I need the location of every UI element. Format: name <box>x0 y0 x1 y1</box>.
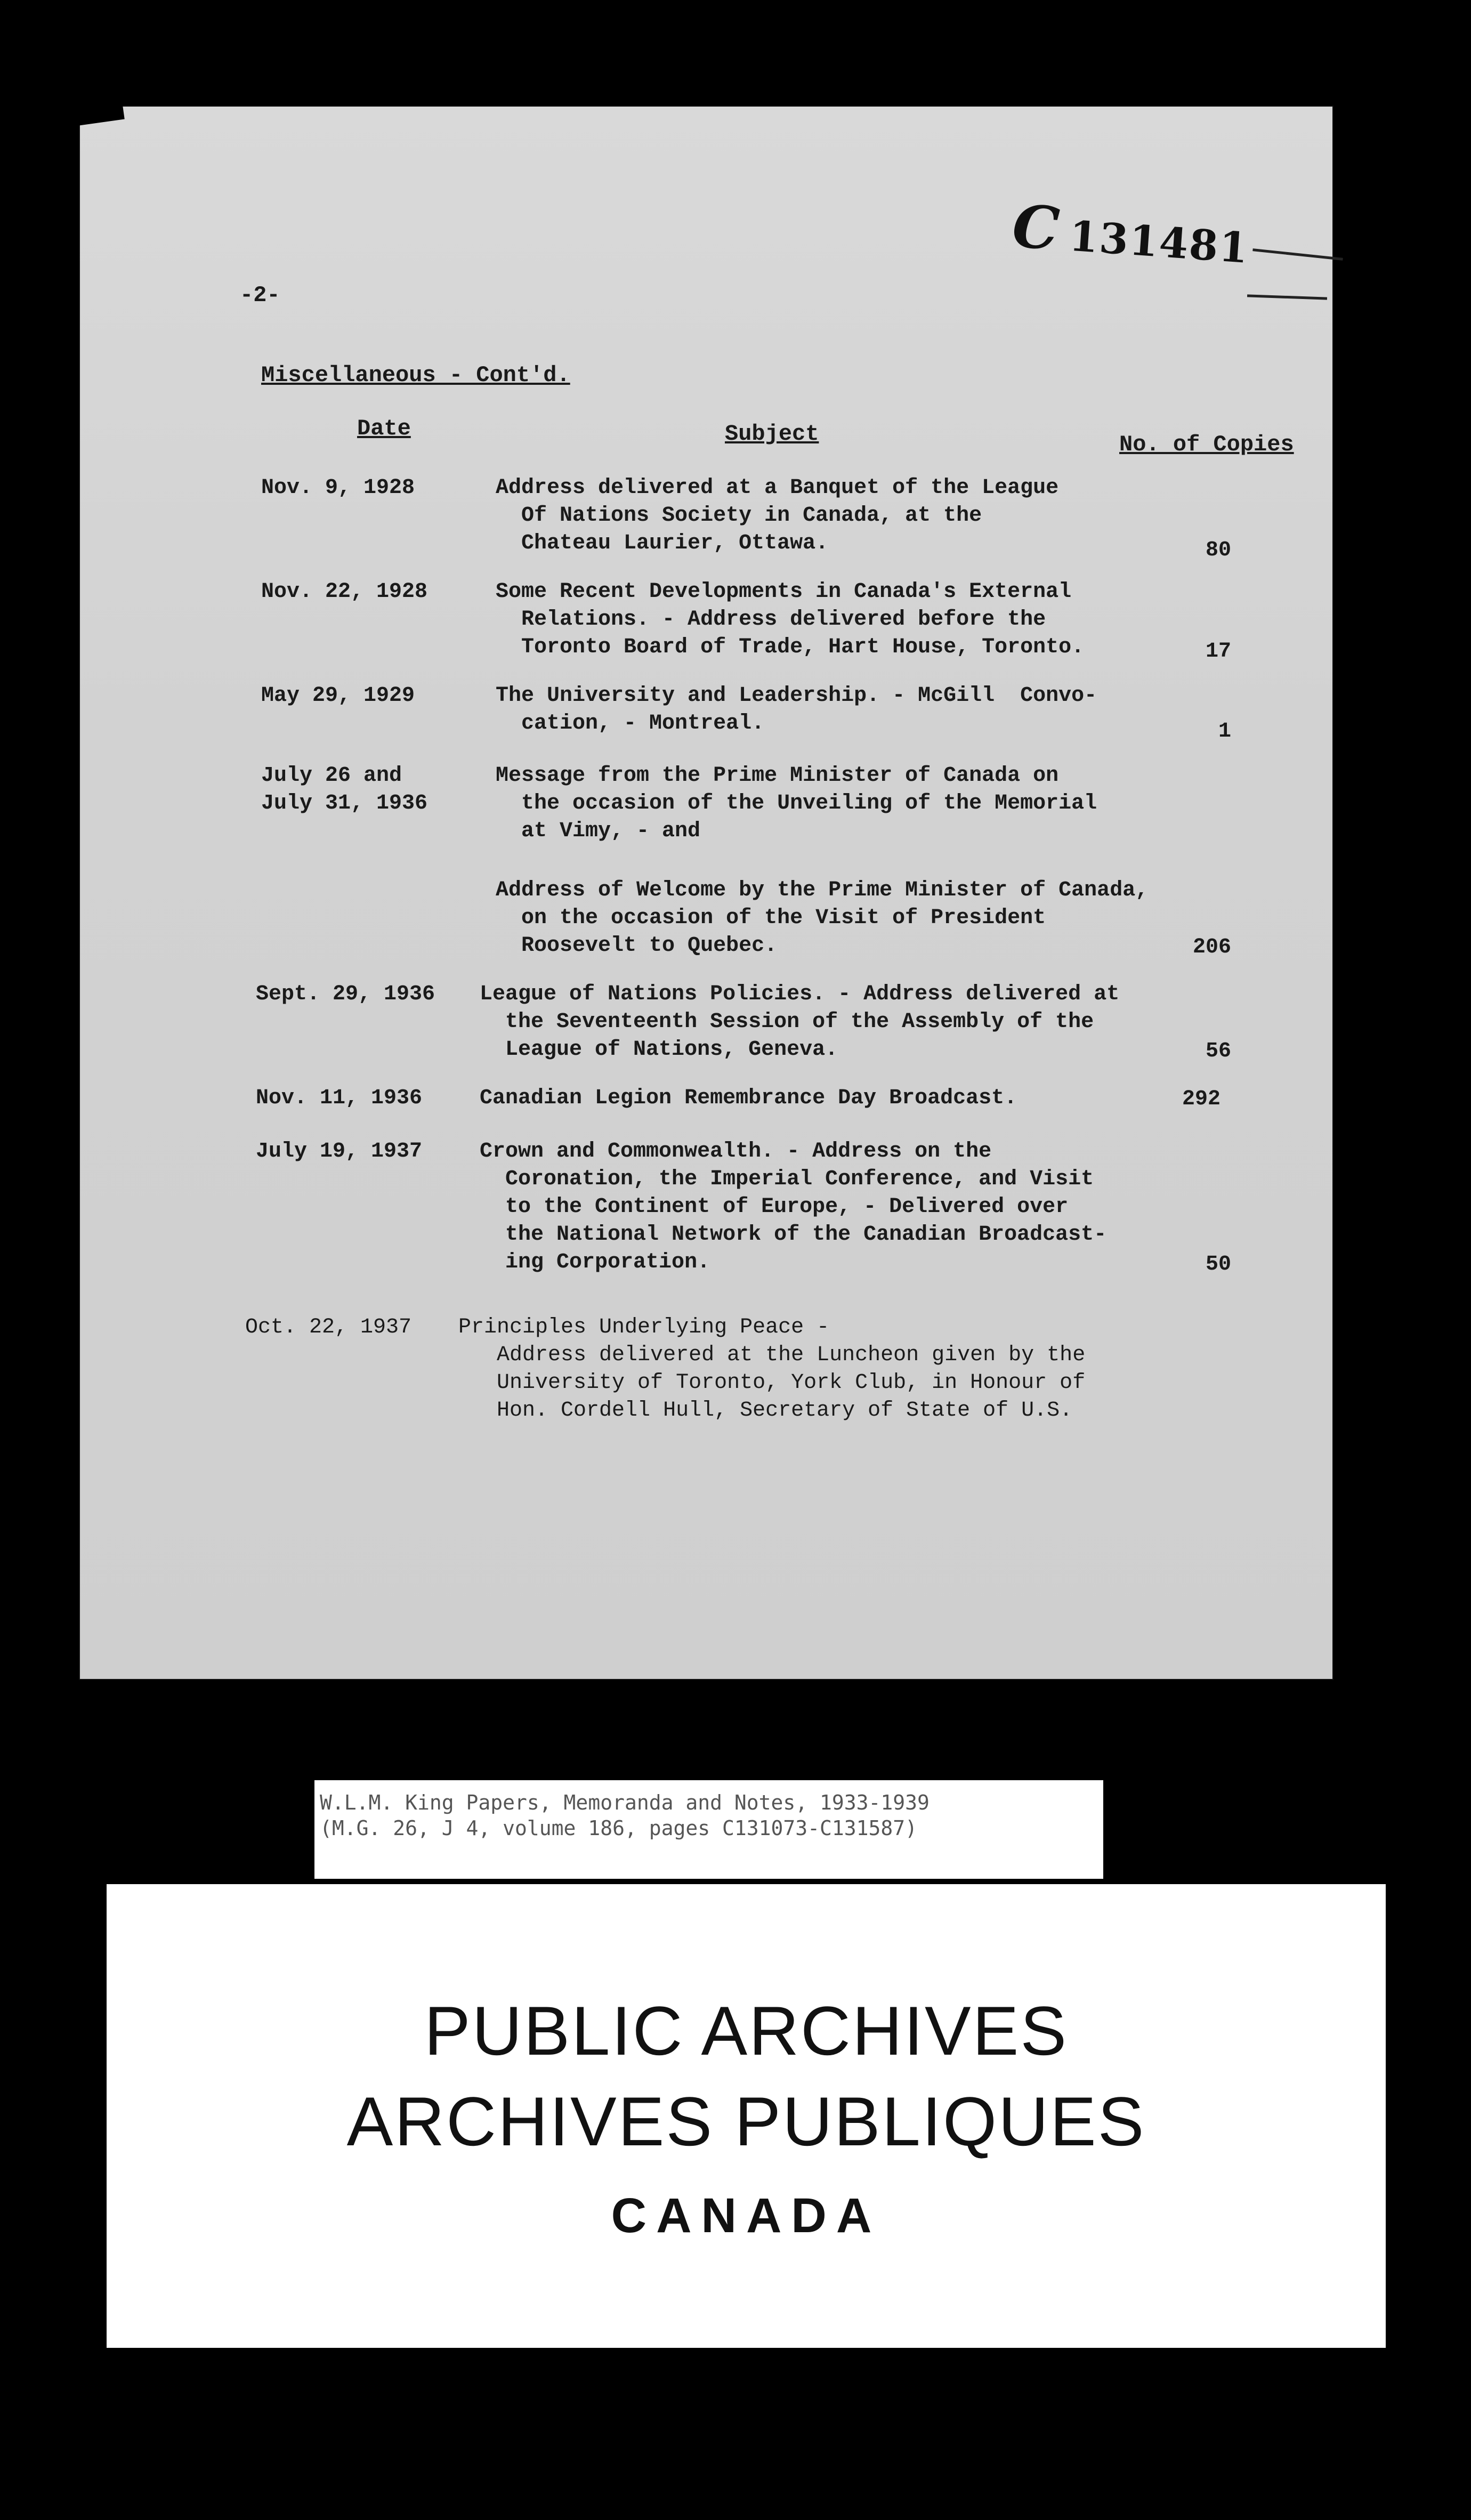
entry-subject: Message from the Prime Minister of Canada on the occasion of the Unveiling of the Memorial at Vimy, - and <box>496 764 1097 843</box>
entry-subject: Principles Underlying Peace - Address delivered at the Luncheon given by the University of Toronto, York Club, in Honour of Hon. Cordell Hull, Secretary of State of U.S. <box>458 1315 1086 1423</box>
entry-subject: League of Nations Policies. - Address delivered at the Seventeenth Session of the Assembly of the League of Nations, Geneva. <box>480 982 1120 1062</box>
entry-copies: 1 <box>1218 720 1231 744</box>
entry-subject: Address of Welcome by the Prime Minister of Canada, on the occasion of the Visit of President Roosevelt to Quebec. <box>496 878 1149 958</box>
entry-copies: 56 <box>1205 1039 1231 1063</box>
entry-copies: 206 <box>1192 935 1231 959</box>
column-header-subject: Subject <box>725 421 819 447</box>
entry-copies: 50 <box>1205 1253 1231 1277</box>
column-header-copies: No. of Copies <box>1119 432 1294 457</box>
entry-date: Oct. 22, 1937 <box>245 1315 412 1339</box>
bibliographic-label <box>314 1780 1103 1879</box>
stamp-letter: C <box>1010 191 1063 264</box>
archive-stamp <box>1011 191 1334 272</box>
entry-date: July 19, 1937 <box>256 1140 423 1164</box>
entry-copies: 80 <box>1205 538 1231 562</box>
entry-copies: 292 <box>1182 1087 1221 1111</box>
entry-date: Sept. 29, 1936 <box>256 982 435 1006</box>
entry-subject: Crown and Commonwealth. - Address on the Coronation, the Imperial Conference, and Visit to the Continent of Europe, - Delivered over the National Network of the Canadian Broadcast- ing Corporation. <box>480 1140 1107 1274</box>
archives-title-english: PUBLIC ARCHIVES <box>424 1992 1069 2070</box>
entry-date: May 29, 1929 <box>261 684 415 708</box>
entry-date: Nov. 22, 1928 <box>261 580 428 604</box>
entry-date: July 26 and July 31, 1936 <box>261 764 428 815</box>
entry-subject: Address delivered at a Banquet of the League Of Nations Society in Canada, at the Chateau Laurier, Ottawa. <box>496 476 1059 555</box>
stamp-number: 131481 <box>1068 212 1251 273</box>
entry-subject: Canadian Legion Remembrance Day Broadcast. <box>480 1086 1017 1110</box>
section-title: Miscellaneous - Cont'd. <box>261 362 570 388</box>
entry-date: Nov. 11, 1936 <box>256 1086 423 1110</box>
archives-country: CANADA <box>611 2188 882 2243</box>
entry-date: Nov. 9, 1928 <box>261 476 415 500</box>
archives-title-french: ARCHIVES PUBLIQUES <box>346 2082 1146 2160</box>
column-header-date: Date <box>357 416 411 441</box>
label-line: (M.G. 26, J 4, volume 186, pages C131073-C131587) <box>320 1816 918 1840</box>
page-number: -2- <box>240 282 280 308</box>
entry-subject: The University and Leadership. - McGill Convo- cation, - Montreal. <box>496 684 1097 736</box>
entry-subject: Some Recent Developments in Canada's External Relations. - Address delivered before the Toronto Board of Trade, Hart House, Toronto. <box>496 580 1085 659</box>
typed-document <box>80 107 1332 1679</box>
archives-card <box>107 1884 1386 2348</box>
label-line: W.L.M. King Papers, Memoranda and Notes, 1933-1939 <box>320 1791 930 1814</box>
stamp-dash <box>1247 294 1327 300</box>
entry-copies: 17 <box>1205 640 1231 664</box>
corner-tear <box>72 87 124 126</box>
